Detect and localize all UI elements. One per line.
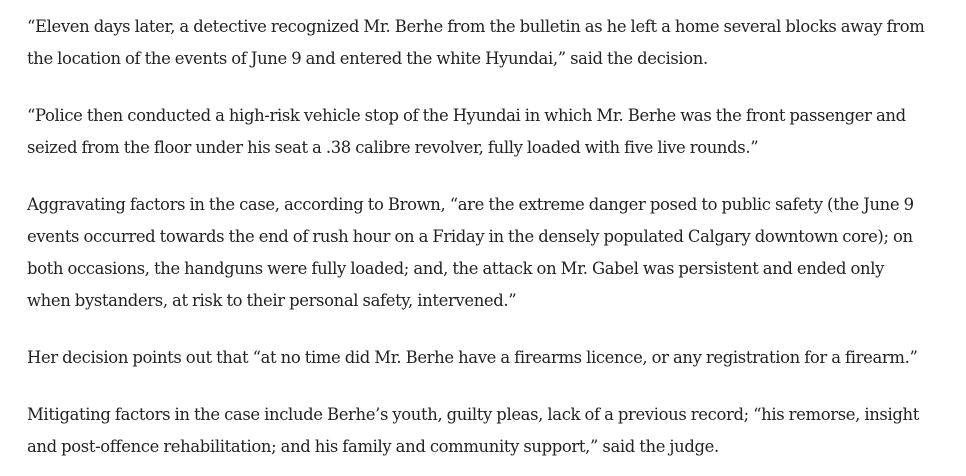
article-paragraph: Mitigating factors in the case include Berhe’s youth, guilty pleas, lack of a previous record; “his remorse, insight and post-offence rehabilitation; and his family and community support,” said the judge. — [27, 405, 919, 456]
article-paragraph: Aggravating factors in the case, according to Brown, “are the extreme danger posed to public safety (the June 9 events occurred towards the end of rush hour on a Friday in the densely populated Calgary downtown core); on both occasions, the handguns were fully loaded; and, the attack on Mr. Gabel was persistent and ended only when bystanders, at risk to their personal safety, intervened.” — [27, 195, 914, 310]
article-body — [27, 11, 927, 463]
article-paragraph: “Police then conducted a high-risk vehicle stop of the Hyundai in which Mr. Berhe was the front passenger and seized from the floor under his seat a .38 calibre revolver, fully loaded with five live rounds.” — [27, 106, 906, 157]
article-paragraph: Her decision points out that “at no time did Mr. Berhe have a firearms licence, or any registration for a firearm.” — [27, 348, 918, 367]
article-paragraph: “Eleven days later, a detective recognized Mr. Berhe from the bulletin as he left a home several blocks away from the location of the events of June 9 and entered the white Hyundai,” said the decision. — [27, 17, 925, 68]
